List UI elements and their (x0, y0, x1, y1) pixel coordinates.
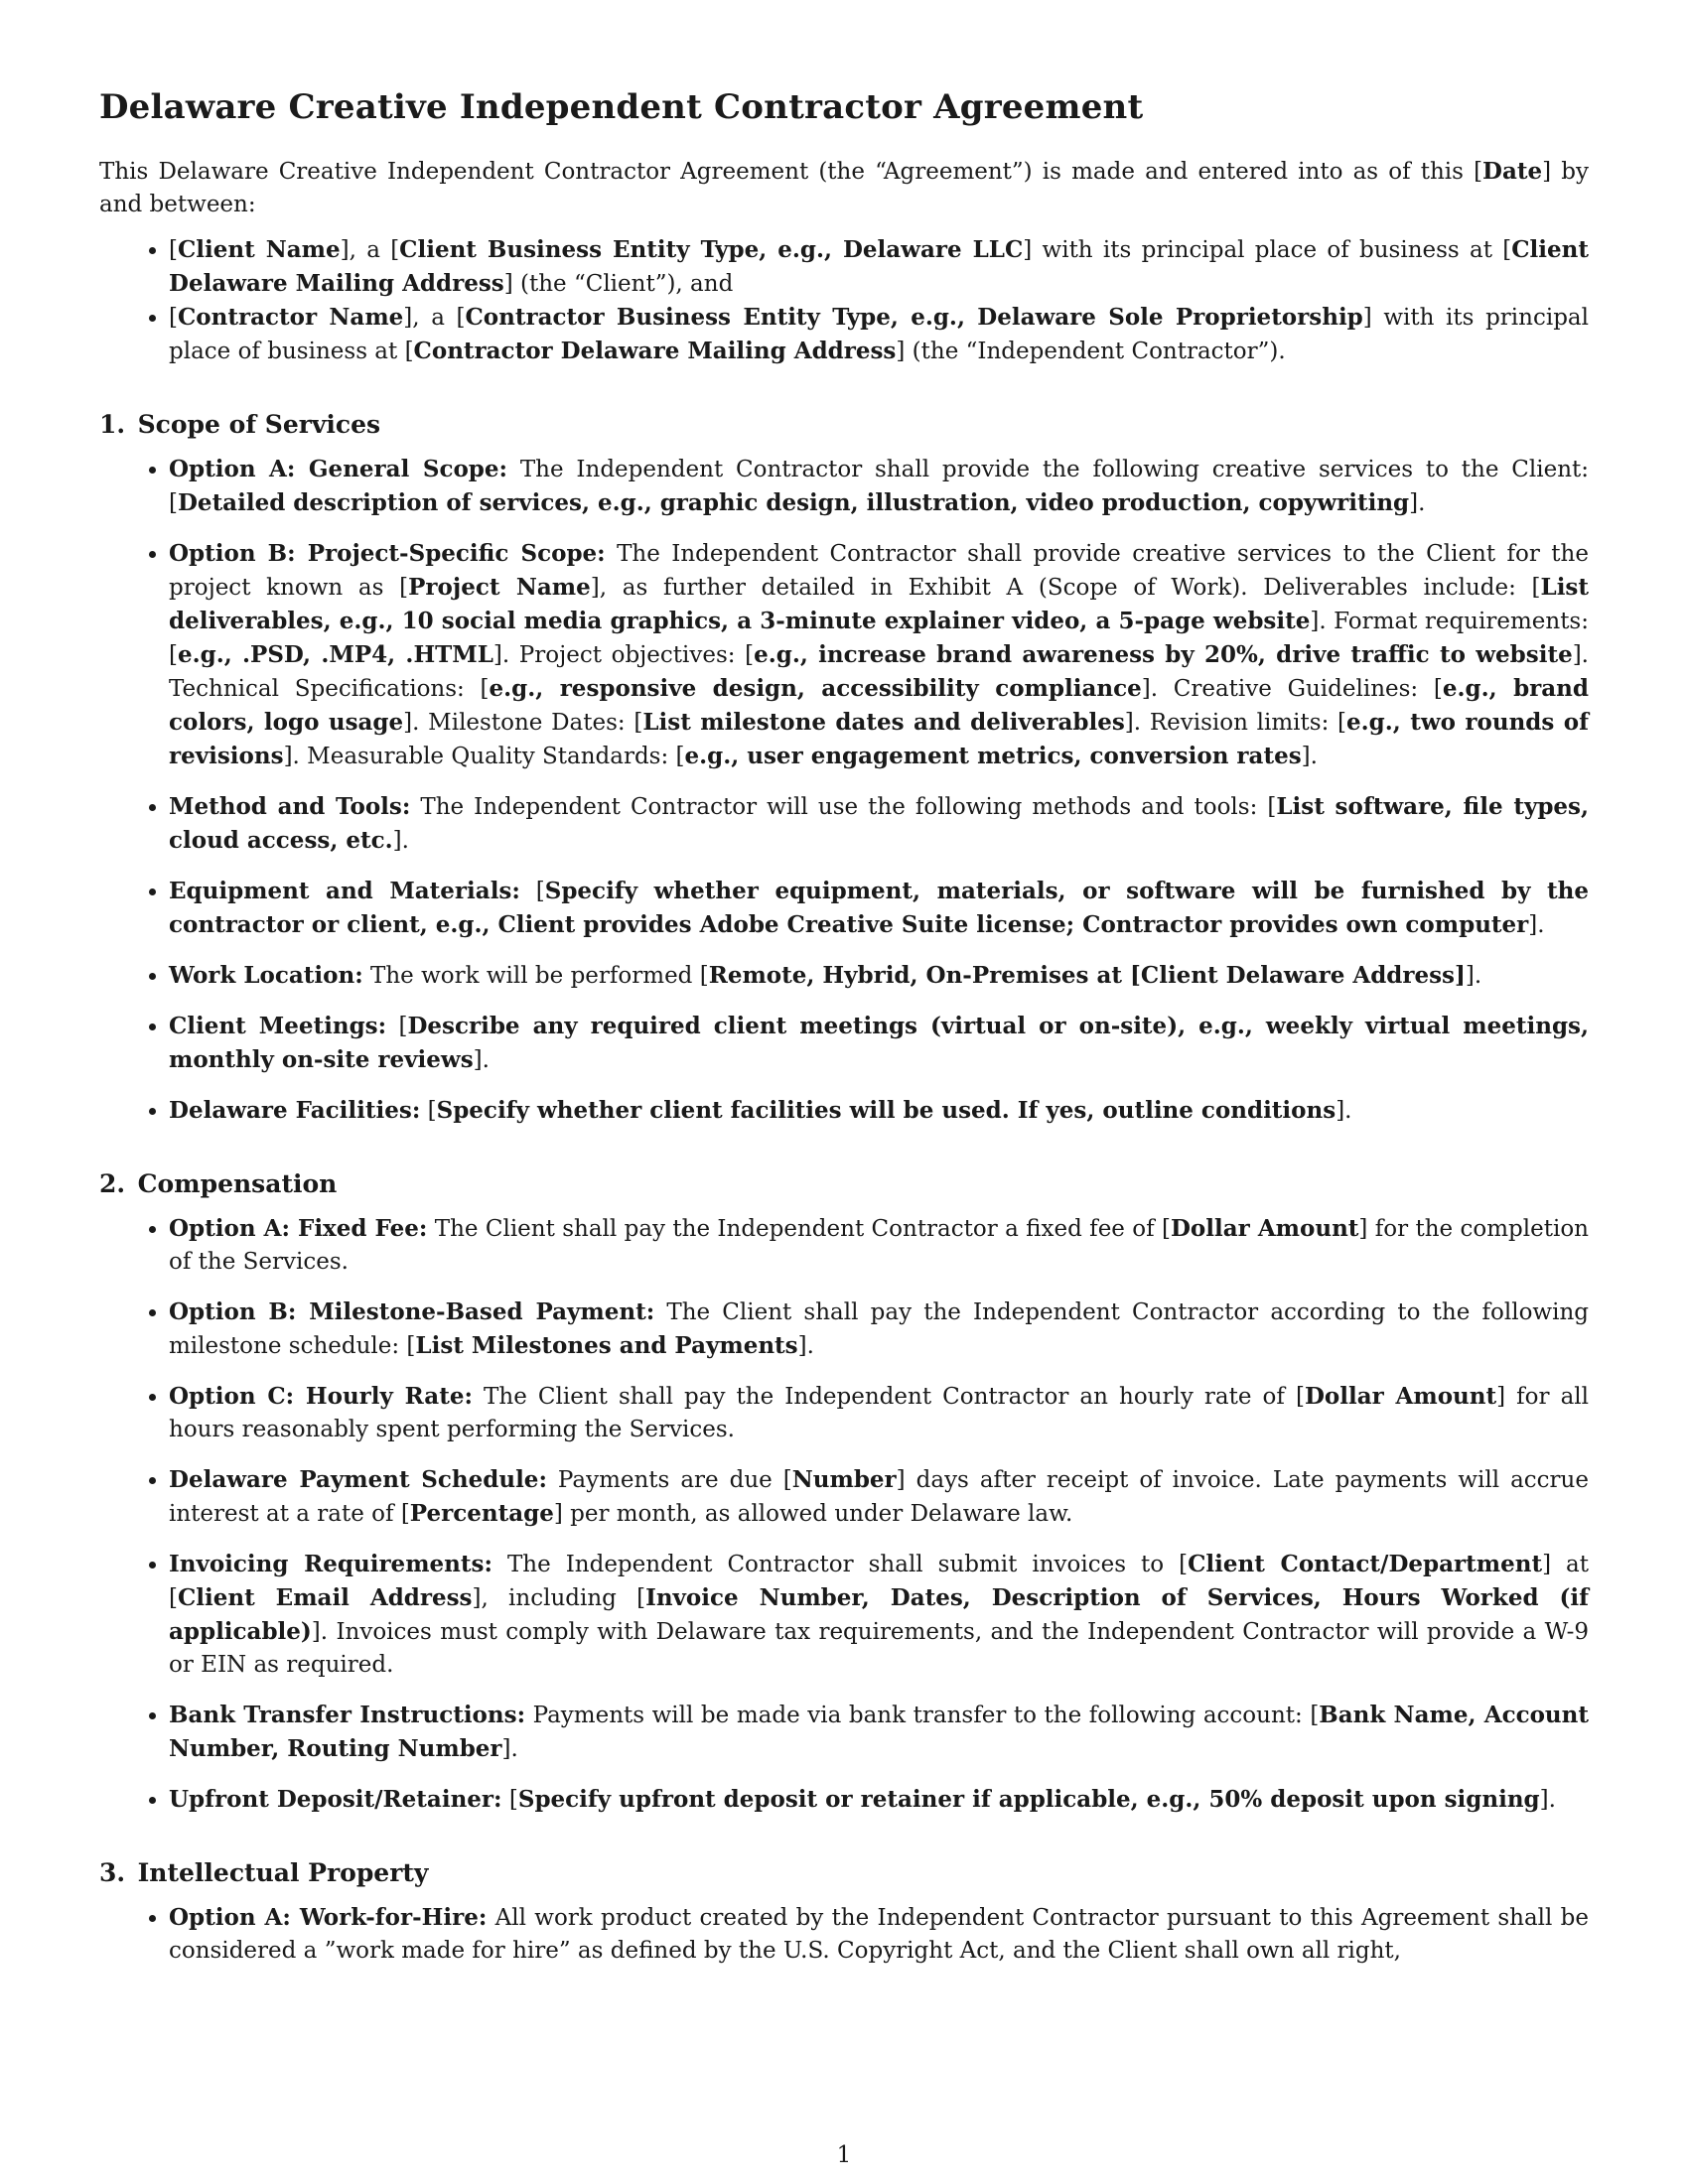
list-item: • Bank Transfer Instructions: Payments will be made via bank transfer to the following account: [Bank Name, Account Number, Routing Number]. (169, 1699, 1589, 1766)
party-client: • [Client Name], a [Client Business Entity Type, e.g., Delaware LLC] with its principal place of business at [Client Delaware Mailing Address] (the “Client”), and (169, 233, 1589, 301)
list-item: • Equipment and Materials: [Specify whether equipment, materials, or software will be furnished by the contractor or client, e.g., Client provides Adobe Creative Suite license; Contractor provides own computer]. (169, 875, 1589, 942)
document-page (99, 87, 1589, 1984)
list-item: • Work Location: The work will be performed [Remote, Hybrid, On-Premises at [Client Delaware Address]]. (169, 959, 1589, 993)
party-contractor: • [Contractor Name], a [Contractor Business Entity Type, e.g., Delaware Sole Proprietorship] with its principal place of business at [Contractor Delaware Mailing Address] (the “Independent Contractor”). (169, 301, 1589, 368)
list-item: • Method and Tools: The Independent Contractor will use the following methods and tools: [List software, file types, cloud access, etc.]. (169, 790, 1589, 858)
list-item: • Upfront Deposit/Retainer: [Specify upfront deposit or retainer if applicable, e.g., 50% deposit upon signing]. (169, 1783, 1589, 1817)
section-heading-scope: 1. Scope of Services (99, 410, 381, 439)
list-item: • Option A: General Scope: The Independent Contractor shall provide the following creative services to the Client: [Detailed description of services, e.g., graphic design, illustration, video production, copywriting]. (169, 453, 1589, 520)
list-item: • Option C: Hourly Rate: The Client shall pay the Independent Contractor an hourly rate of [Dollar Amount] for all hours reasonably spent performing the Services. (169, 1380, 1589, 1446)
list-item: • Option A: Fixed Fee: The Client shall pay the Independent Contractor a fixed fee of [Dollar Amount] for the completion of the Services. (169, 1212, 1589, 1279)
compensation-list (99, 1212, 1589, 1817)
list-item: • Option A: Work-for-Hire: All work product created by the Independent Contractor pursuant to this Agreement shall be considered a ”work made for hire” as defined by the U.S. Copyright Act, and the Client shall own all right, (169, 1901, 1589, 1968)
list-item: • Delaware Facilities: [Specify whether client facilities will be used. If yes, outline conditions]. (169, 1094, 1589, 1128)
section-heading-compensation: 2. Compensation (99, 1169, 338, 1198)
list-item: • Invoicing Requirements: The Independent Contractor shall submit invoices to [Client Contact/Department] at [Client Email Address], including [Invoice Number, Dates, Description of Services, Hours Worked (if applicable)]. Invoices must comply with Delaware tax requirements, and the Independent Contractor will provide a W-9 or EIN as required. (169, 1548, 1589, 1682)
list-item: • Delaware Payment Schedule: Payments are due [Number] days after receipt of invoice. Late payments will accrue interest at a rate of [Percentage] per month, as allowed under Delaware law. (169, 1463, 1589, 1531)
list-item: • Option B: Milestone-Based Payment: The Client shall pay the Independent Contractor according to the following milestone schedule: [List Milestones and Payments]. (169, 1296, 1589, 1363)
list-item: • Option B: Project-Specific Scope: The Independent Contractor shall provide creative services to the Client for the project known as [Project Name], as further detailed in Exhibit A (Scope of Work). Deliverables include: [List deliverables, e.g., 10 social media graphics, a 3-minute explainer video, a 5-page website]. Format requirements: [e.g., .PSD, .MP4, .HTML]. Project objectives: [e.g., increase brand awareness by 20%, drive traffic to website]. Technical Specifications: [e.g., responsive design, accessibility compliance]. Creative Guidelines: [e.g., brand colors, logo usage]. Milestone Dates: [List milestone dates and deliverables]. Revision limits: [e.g., two rounds of revisions]. Measurable Quality Standards: [e.g., user engagement metrics, conversion rates]. (169, 537, 1589, 773)
ip-list (99, 1901, 1589, 1968)
document-title: Delaware Creative Independent Contractor Agreement (99, 87, 1144, 127)
parties-list (99, 233, 1589, 368)
placeholder-date: Date (1482, 158, 1543, 185)
page-number: 1 (836, 2142, 852, 2168)
list-item: • Client Meetings: [Describe any required client meetings (virtual or on-site), e.g., weekly virtual meetings, monthly on-site reviews]. (169, 1010, 1589, 1077)
section-heading-intellectual-property: 3. Intellectual Property (99, 1858, 429, 1887)
scope-list (99, 453, 1589, 1128)
intro-paragraph: This Delaware Creative Independent Contractor Agreement (the “Agreement”) is made and entered into as of this [Date] by and between: (99, 158, 1589, 217)
